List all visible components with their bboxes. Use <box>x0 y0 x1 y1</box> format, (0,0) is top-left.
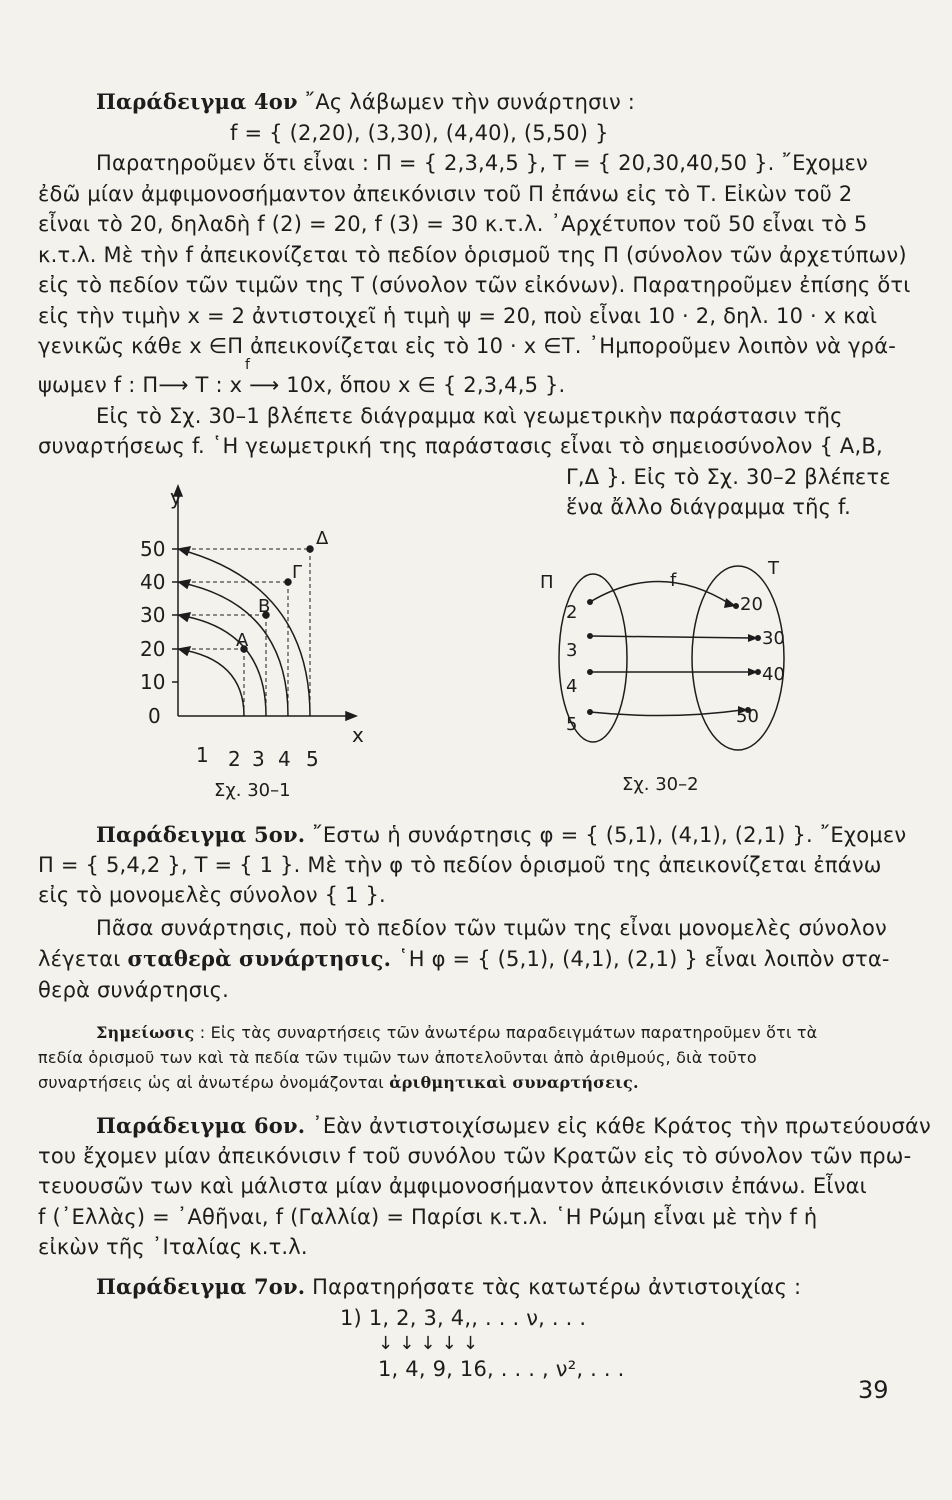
x-tick: 1 <box>196 743 209 767</box>
text-line: ῎Ας λάβωμεν τὴν συνάρτησιν : <box>304 90 636 114</box>
text-line: : Εἰς τὰς συναρτήσεις τῶν ἀνωτέρω παραδειγμάτων παρατηροῦμεν ὅτι τὰ <box>199 1023 818 1042</box>
text-line: εἰς τὸ πεδίον τῶν τιμῶν της Τ (σύνολον τῶν εἰκόνων). Παρατηροῦμεν ἐπίσης ὅτι <box>38 273 911 297</box>
range-item: 30 <box>762 628 785 649</box>
x-tick: 5 <box>306 747 319 771</box>
sequence-row-2: 1, 4, 9, 16, . . . , ν², . . . <box>378 1357 625 1381</box>
text-line: τευουσῶν των καὶ μάλιστα μίαν ἀμφιμονοσήμαντον ἀπεικόνισιν ἐπάνω. Εἶναι <box>38 1174 867 1198</box>
x-tick: 2 <box>228 747 241 771</box>
sequence-arrows: ↓ ↓ ↓ ↓ ↓ <box>378 1333 479 1354</box>
text-line: εἰκὼν τῆς ᾿Ιταλίας κ.τ.λ. <box>38 1235 308 1259</box>
note-label: Σημείωσις <box>96 1023 195 1042</box>
text-line: του ἔχομεν μίαν ἀπεικόνισιν f τοῦ συνόλου τῶν Κρατῶν εἰς τὸ σύνολον τῶν πρω- <box>38 1144 912 1168</box>
y-tick: 0 <box>148 704 161 728</box>
domain-item: 5 <box>566 714 578 735</box>
point-label: Δ <box>316 528 329 549</box>
point-g <box>285 579 291 585</box>
arrow-f-label: f <box>245 357 251 373</box>
domain-item: 2 <box>566 602 578 623</box>
domain-item: 3 <box>566 640 578 661</box>
text-line: f (᾿Ελλὰς) = ᾿Αθῆναι, f (Γαλλία) = Παρίσι κ.τ.λ. ῾Η Ρώμη εἶναι μὲ τὴν f ἡ <box>38 1205 818 1229</box>
point-d <box>307 546 313 552</box>
example-5-title: Παράδειγμα 5ον. <box>96 822 306 847</box>
text-line: ἐδῶ μίαν ἀμφιμονοσήμαντον ἀπεικόνισιν τοῦ Π ἐπάνω εἰς τὸ Τ. Εἰκὼν τοῦ 2 <box>38 182 853 206</box>
y-tick: 50 <box>140 537 166 561</box>
y-tick: 20 <box>140 637 166 661</box>
y-tick: 40 <box>140 570 166 594</box>
x-tick: 3 <box>252 747 265 771</box>
text-line: Πᾶσα συνάρτησις, ποὺ τὸ πεδίον τῶν τιμῶν της εἶναι μονομελὲς σύνολον <box>96 916 887 940</box>
range-item: 50 <box>736 706 759 727</box>
range-item: 20 <box>740 594 763 615</box>
text-line: Π = { 5,4,2 }, Τ = { 1 }. Μὲ τὴν φ τὸ πεδίον ὁρισμοῦ της ἀπεικονίζεται ἐπάνω <box>38 853 882 877</box>
text-line: γενικῶς κάθε x ∈Π ἀπεικονίζεται εἰς τὸ 10 · x ∈Τ. ᾿Ημποροῦμεν λοιπὸν νὰ γρά- <box>38 334 897 358</box>
figure-30-2 <box>530 560 820 796</box>
page-number: 39 <box>858 1376 889 1404</box>
example-6-title: Παράδειγμα 6ον. <box>96 1113 306 1138</box>
text-line: ῎Εστω ἡ συνάρτησις φ = { (5,1), (4,1), (2,1) }. ῎Εχομεν <box>312 823 907 847</box>
y-axis-label: y <box>170 485 182 509</box>
x-tick: 4 <box>278 747 291 771</box>
point-label: Β <box>258 596 271 617</box>
point-label: Γ <box>292 562 303 583</box>
text-line: εἶναι τὸ 20, δηλαδὴ f (2) = 20, f (3) = 30 κ.τ.λ. ᾿Αρχέτυπον τοῦ 50 εἶναι τὸ 5 <box>38 212 868 236</box>
range-item: 40 <box>762 664 785 685</box>
text-line: Παρατηρήσατε τὰς κατωτέρω ἀντιστοιχίας : <box>312 1275 802 1299</box>
example-4-title: Παράδειγμα 4ον <box>96 89 298 114</box>
text-line: ᾿Εὰν ἀντιστοιχίσωμεν εἰς κάθε Κράτος τὴν πρωτεύουσάν <box>312 1114 931 1138</box>
y-tick: 10 <box>140 670 166 694</box>
mapping-notation: ψωμεν f : Π⟶ Τ : x ⟶ 10x, ὅπου x ∈ { 2,3,4,5 }. <box>38 373 566 397</box>
text-line: κ.τ.λ. Μὲ τὴν f ἀπεικονίζεται τὸ πεδίον ὁρισμοῦ της Π (σύνολον τῶν ἀρχετύπων) <box>38 243 907 267</box>
term-constant-function: σταθερὰ συνάρτησις. <box>127 946 392 971</box>
text-line: ἕνα ἄλλο διάγραμμα τῆς f. <box>566 495 851 519</box>
text-line: θερὰ συνάρτησις. <box>38 978 229 1002</box>
text-line: εἰς τὸ μονομελὲς σύνολον { 1 }. <box>38 883 386 907</box>
text-line: πεδία ὁρισμοῦ των καὶ τὰ πεδία τῶν τιμῶν των ἀποτελοῦνται ἀπὸ ἀριθμούς, διὰ τοῦτο <box>38 1048 757 1067</box>
example-7-title: Παράδειγμα 7ον. <box>96 1274 306 1299</box>
text-line: Παρατηροῦμεν ὅτι εἶναι : Π = { 2,3,4,5 }, Τ = { 20,30,40,50 }. ῎Εχομεν <box>96 151 868 175</box>
sequence-row-1: 1) 1, 2, 3, 4,, . . . ν, . . . <box>340 1306 587 1330</box>
point-label: Α <box>236 630 249 651</box>
text-line: ῾Η φ = { (5,1), (4,1), (2,1) } εἶναι λοιπὸν στα- <box>398 947 890 971</box>
text-line: λέγεται <box>38 947 121 971</box>
figure-caption: Σχ. 30–2 <box>622 774 699 795</box>
x-axis-label: x <box>352 723 364 747</box>
set-t-label: Τ <box>768 560 779 579</box>
text-line: Εἰς τὸ Σχ. 30–1 βλέπετε διάγραμμα καὶ γεωμετρικὴν παράστασιν τῆς <box>96 404 843 428</box>
function-definition: f = { (2,20), (3,30), (4,40), (5,50) } <box>230 121 609 145</box>
text-line: συναρτήσεις ὡς αἱ ἀνωτέρω ὀνομάζονται <box>38 1073 384 1092</box>
text-line: Γ,Δ }. Εἰς τὸ Σχ. 30–2 βλέπετε <box>566 465 891 489</box>
text-line: εἰς τὴν τιμὴν x = 2 ἀντιστοιχεῖ ἡ τιμὴ ψ = 20, ποὺ εἶναι 10 · 2, δηλ. 10 · x καὶ <box>38 304 878 328</box>
term-arithmetic-functions: ἀριθμητικαὶ συναρτήσεις. <box>389 1073 639 1092</box>
domain-item: 4 <box>566 676 578 697</box>
map-label: f <box>670 570 677 591</box>
y-tick: 30 <box>140 603 166 627</box>
set-p-label: Π <box>540 572 554 593</box>
text-line: συναρτήσεως f. ῾Η γεωμετρική της παράστασις εἶναι τὸ σημειοσύνολον { Α,Β, <box>38 434 883 458</box>
figure-caption: Σχ. 30–1 <box>214 780 291 801</box>
figure-30-1 <box>130 484 390 810</box>
